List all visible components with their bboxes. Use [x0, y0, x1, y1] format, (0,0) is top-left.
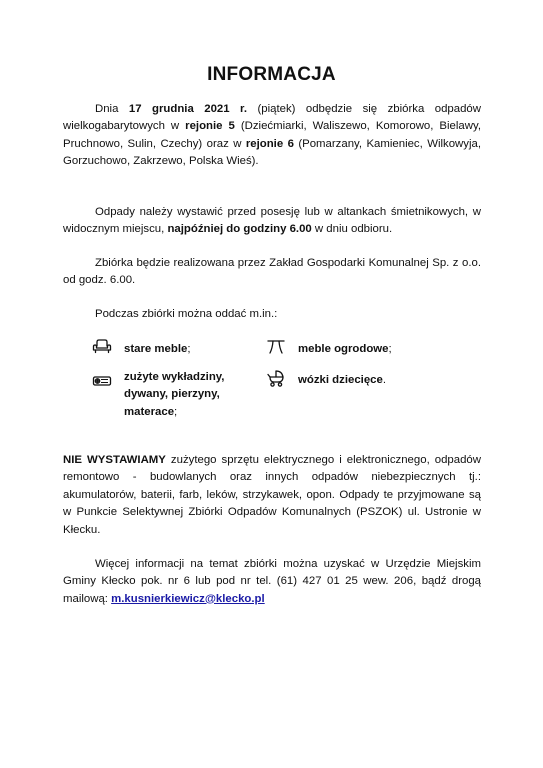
- deadline: najpóźniej do godziny 6.00: [167, 223, 312, 236]
- paragraph-contact: [63, 556, 481, 608]
- armchair-icon: [92, 337, 112, 355]
- text: (Dziećmiarki, Waliszewo, Komorowo, Bielawy, Pruchnowo, Sulin, Czechy) oraz w: [63, 120, 481, 150]
- page-title: INFORMACJA: [207, 64, 336, 85]
- text: Więcej informacji na temat zbiórki można uzyskać w Urzędzie Miejskim Gminy Kłecko pok. nr 6 lub pod nr tel. (61) 427 01 25 wew. 206, bądź drogą mailową:: [63, 558, 481, 605]
- item-carpets: zużyte wykładziny, dywany, pierzyny, materace;: [124, 371, 225, 418]
- item-old-furniture: stare meble;: [124, 343, 191, 355]
- paragraph-excluded-waste: [63, 452, 481, 539]
- garden-table-icon: [266, 337, 286, 355]
- paragraph-operator: Zbiórka będzie realizowana przez Zakład Gospodarki Komunalnej Sp. z o.o. od godz. 6.00.: [63, 257, 481, 287]
- paragraph-placement: [63, 204, 481, 239]
- not-accepted-label: NIE WYSTAWIAMY: [63, 454, 166, 466]
- rolled-carpet-icon: [92, 372, 112, 390]
- collection-date: 17 grudnia 2021 r.: [128, 103, 247, 115]
- text: (Pomarzany, Kamieniec, Wilkowyja, Gorzuchowo, Zakrzewo, Polska Wieś).: [63, 137, 481, 168]
- text: (piątek) odbędzie się zbiórka odpadów wielkogabarytowych w: [63, 103, 481, 133]
- item-garden-furniture: meble ogrodowe;: [298, 343, 392, 355]
- paragraph-accepted-intro: Podczas zbiórki można oddać m.in.:: [95, 308, 278, 320]
- email-link[interactable]: m.kusnierkiewicz@klecko.pl: [111, 592, 265, 605]
- region-5: rejonie 5: [185, 120, 235, 133]
- item-strollers: wózki dziecięce.: [298, 374, 387, 386]
- baby-stroller-icon: [266, 369, 286, 387]
- text: Odpady należy wystawić przed posesję lub w altankach śmietnikowych, w widocznym miejscu,: [63, 206, 481, 236]
- text: w dniu odbioru.: [311, 223, 393, 236]
- text: zużytego sprzętu elektrycznego i elektronicznego, odpadów remontowo - budowlanych oraz innych odpadów niebezpiecznych tj.: akumulatorów, baterii, farb, leków, strzykawek, opon. Odpady te przyjmowane są w Punkcie Selektywnej Zbiórki Odpadów Komunalnych (PSZOK) ul. Ustronie w Kłecku.: [63, 454, 481, 536]
- paragraph-collection-date: [63, 101, 481, 171]
- region-6: rejonie 6: [245, 137, 294, 150]
- text: Dnia: [95, 103, 129, 115]
